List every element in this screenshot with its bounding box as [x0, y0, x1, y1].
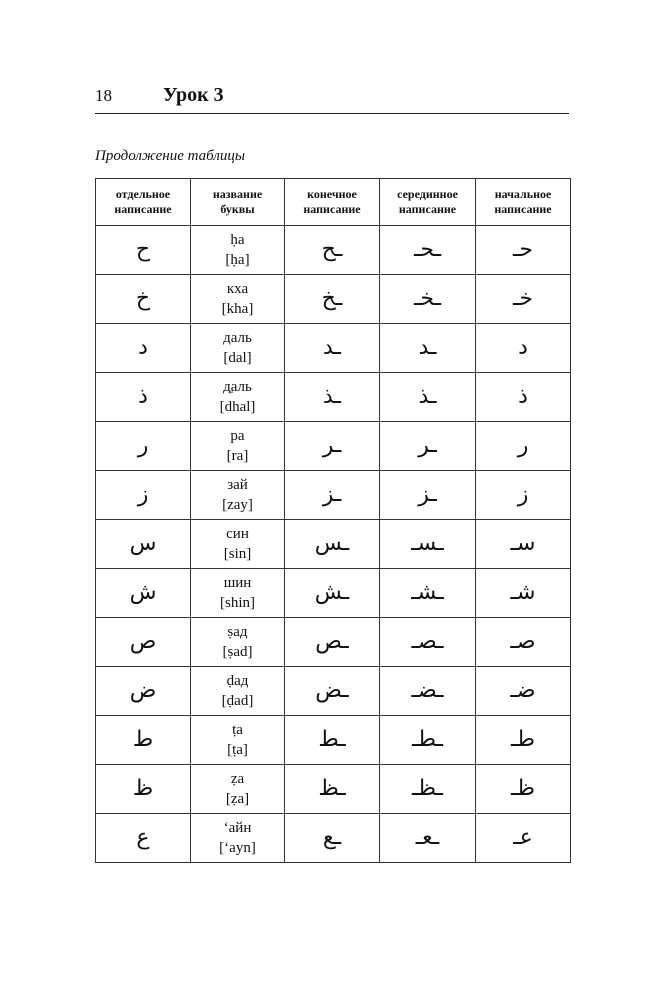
arabic-letter-initial: شـ [510, 580, 536, 605]
letter-name-cell [191, 765, 285, 814]
initial-form-cell [476, 569, 571, 618]
isolated-form-cell [96, 765, 191, 814]
isolated-form-cell [96, 471, 191, 520]
table-row [96, 324, 571, 373]
table-row [96, 814, 571, 863]
letter-name-cell [191, 814, 285, 863]
arabic-letter-isolated: س [129, 531, 157, 556]
letter-name-cell [191, 373, 285, 422]
isolated-form-cell [96, 520, 191, 569]
arabic-letter-initial: د [518, 335, 528, 360]
arabic-letter-final: ـز [322, 482, 342, 507]
column-header-line: написание [303, 202, 361, 216]
letter-transliteration: [dal] [223, 350, 252, 366]
letter-transliteration: [ḍad] [221, 693, 254, 709]
initial-form-cell [476, 324, 571, 373]
arabic-letter-medial: ـطـ [412, 727, 443, 752]
letter-name-cell [191, 422, 285, 471]
letter-name: ра [230, 428, 245, 444]
initial-form-cell [476, 520, 571, 569]
initial-form-cell [476, 226, 571, 275]
table-row [96, 471, 571, 520]
final-form-cell [285, 275, 380, 324]
letter-transliteration: [shin] [220, 595, 255, 611]
arabic-letter-initial: صـ [510, 629, 536, 654]
letter-name: ḍад [226, 673, 249, 689]
isolated-form-cell [96, 667, 191, 716]
medial-form-cell [380, 716, 476, 765]
final-form-cell [285, 765, 380, 814]
column-header-medial [380, 179, 476, 226]
isolated-form-cell [96, 618, 191, 667]
column-header-line: начальное [494, 187, 552, 201]
table-row [96, 618, 571, 667]
isolated-form-cell [96, 716, 191, 765]
medial-form-cell [380, 324, 476, 373]
arabic-letter-isolated: ش [129, 580, 157, 605]
initial-form-cell [476, 716, 571, 765]
arabic-letter-medial: ـظـ [412, 776, 443, 801]
letter-name-cell [191, 716, 285, 765]
letter-name-cell [191, 226, 285, 275]
letter-name-cell [191, 520, 285, 569]
column-header-letter-name [191, 179, 285, 226]
letter-transliteration: [kha] [221, 301, 254, 317]
column-header-line: название [212, 187, 263, 201]
final-form-cell [285, 422, 380, 471]
arabic-letter-final: ـض [315, 678, 349, 703]
isolated-form-cell [96, 422, 191, 471]
medial-form-cell [380, 618, 476, 667]
arabic-letter-medial: ـخـ [413, 286, 442, 311]
arabic-letter-medial: ـد [418, 335, 437, 360]
table-row [96, 765, 571, 814]
medial-form-cell [380, 765, 476, 814]
arabic-letter-medial: ـز [418, 482, 437, 507]
isolated-form-cell [96, 569, 191, 618]
letter-name: ṣад [227, 624, 248, 640]
table-header-row [96, 179, 571, 226]
arabic-letter-final: ـد [323, 335, 341, 360]
column-header-final [285, 179, 380, 226]
final-form-cell [285, 324, 380, 373]
medial-form-cell [380, 275, 476, 324]
table-row [96, 373, 571, 422]
arabic-letter-initial: خـ [512, 286, 534, 311]
letter-name-cell [191, 667, 285, 716]
table-row [96, 520, 571, 569]
arabic-letter-initial: ذ [518, 384, 528, 409]
initial-form-cell [476, 373, 571, 422]
arabic-letter-final: ـش [314, 580, 350, 605]
initial-form-cell [476, 422, 571, 471]
medial-form-cell [380, 373, 476, 422]
letter-name-cell [191, 569, 285, 618]
isolated-form-cell [96, 814, 191, 863]
arabic-letter-medial: ـعـ [415, 825, 440, 850]
column-header-line: отдельное [115, 187, 171, 201]
final-form-cell [285, 520, 380, 569]
final-form-cell [285, 373, 380, 422]
letter-name: ẓа [230, 771, 245, 787]
table-row [96, 569, 571, 618]
column-header-line: написание [398, 202, 457, 216]
arabic-letter-isolated: ط [132, 727, 154, 752]
letter-name: д̱аль [223, 379, 252, 395]
arabic-letter-final: ـر [322, 433, 342, 458]
isolated-form-cell [96, 373, 191, 422]
header-divider [95, 113, 569, 114]
arabic-letter-final: ـذ [323, 384, 341, 409]
arabic-letter-isolated: ر [137, 433, 149, 458]
letter-transliteration: [ṭa] [227, 742, 248, 758]
arabic-letter-final: ـط [318, 727, 346, 752]
arabic-letter-medial: ـشـ [411, 580, 444, 605]
arabic-letter-medial: ـضـ [411, 678, 444, 703]
isolated-form-cell [96, 275, 191, 324]
column-header-line: серединное [397, 187, 458, 201]
column-header-line: буквы [220, 202, 255, 216]
medial-form-cell [380, 226, 476, 275]
letter-name-cell [191, 324, 285, 373]
letter-transliteration: [zay] [222, 497, 253, 513]
medial-form-cell [380, 667, 476, 716]
arabic-letter-initial: ظـ [511, 776, 535, 801]
arabic-letter-isolated: ع [136, 825, 150, 850]
arabic-letter-isolated: ص [129, 629, 157, 654]
letter-name: ṭа [232, 722, 243, 738]
lesson-title: Урок 3 [163, 84, 224, 106]
final-form-cell [285, 226, 380, 275]
final-form-cell [285, 618, 380, 667]
table-row [96, 667, 571, 716]
initial-form-cell [476, 765, 571, 814]
arabic-letter-final: ـظ [318, 776, 346, 801]
initial-form-cell [476, 471, 571, 520]
initial-form-cell [476, 814, 571, 863]
arabic-letter-isolated: ز [137, 482, 149, 507]
table-row [96, 226, 571, 275]
arabic-letter-initial: عـ [513, 825, 533, 850]
letter-name: кха [226, 281, 249, 297]
arabic-letter-final: ـع [322, 825, 342, 850]
arabic-letter-medial: ـسـ [411, 531, 444, 556]
arabic-letter-final: ـس [314, 531, 350, 556]
arabic-letter-final: ـح [321, 237, 343, 262]
letter-name: син [226, 526, 249, 542]
arabic-letter-medial: ـذ [418, 384, 437, 409]
column-header-isolated [96, 179, 191, 226]
letter-name-cell [191, 618, 285, 667]
column-header-line: написание [114, 202, 172, 216]
arabic-letter-isolated: ض [129, 678, 157, 703]
initial-form-cell [476, 667, 571, 716]
table-row [96, 422, 571, 471]
letter-name: даль [223, 330, 252, 346]
final-form-cell [285, 569, 380, 618]
arabic-letters-table [95, 178, 571, 863]
initial-form-cell [476, 618, 571, 667]
final-form-cell [285, 471, 380, 520]
arabic-letter-final: ـخ [321, 286, 343, 311]
arabic-letter-isolated: د [138, 335, 148, 360]
letter-name: ḥа [230, 232, 245, 248]
page-number: 18 [95, 86, 112, 105]
medial-form-cell [380, 520, 476, 569]
letter-name: зай [227, 477, 248, 493]
arabic-letter-isolated: ح [135, 237, 151, 262]
initial-form-cell [476, 275, 571, 324]
letter-transliteration: [ḥa] [225, 252, 250, 268]
medial-form-cell [380, 569, 476, 618]
letter-transliteration: [ṣad] [222, 644, 253, 660]
arabic-letter-medial: ـر [418, 433, 437, 458]
column-header-line: конечное [307, 187, 357, 201]
arabic-letter-final: ـص [315, 629, 349, 654]
arabic-letter-medial: ـحـ [413, 237, 442, 262]
arabic-letter-isolated: خ [135, 286, 151, 311]
column-header-line: написание [494, 202, 552, 216]
medial-form-cell [380, 422, 476, 471]
arabic-letter-isolated: ذ [138, 384, 148, 409]
arabic-letter-initial: ر [517, 433, 529, 458]
letter-name: шин [223, 575, 252, 591]
letter-name: ʻайн [223, 820, 252, 836]
final-form-cell [285, 667, 380, 716]
arabic-letter-initial: ضـ [510, 678, 536, 703]
arabic-letter-medial: ـصـ [411, 629, 444, 654]
letter-name-cell [191, 275, 285, 324]
final-form-cell [285, 716, 380, 765]
arabic-letter-initial: ز [517, 482, 529, 507]
letter-transliteration: [ẓa] [225, 791, 250, 807]
letter-transliteration: [ʻayn] [219, 840, 256, 856]
table-row [96, 275, 571, 324]
column-header-initial [476, 179, 571, 226]
table-row [96, 716, 571, 765]
arabic-letter-isolated: ظ [132, 776, 154, 801]
final-form-cell [285, 814, 380, 863]
medial-form-cell [380, 471, 476, 520]
arabic-letter-initial: حـ [512, 237, 534, 262]
letter-name-cell [191, 471, 285, 520]
medial-form-cell [380, 814, 476, 863]
isolated-form-cell [96, 324, 191, 373]
letter-transliteration: [ra] [226, 448, 249, 464]
isolated-form-cell [96, 226, 191, 275]
arabic-letter-initial: طـ [511, 727, 535, 752]
table-caption: Продолжение таблицы [95, 148, 246, 164]
arabic-letter-initial: سـ [510, 531, 536, 556]
letter-transliteration: [dhal] [219, 399, 256, 415]
letter-transliteration: [sin] [223, 546, 252, 562]
